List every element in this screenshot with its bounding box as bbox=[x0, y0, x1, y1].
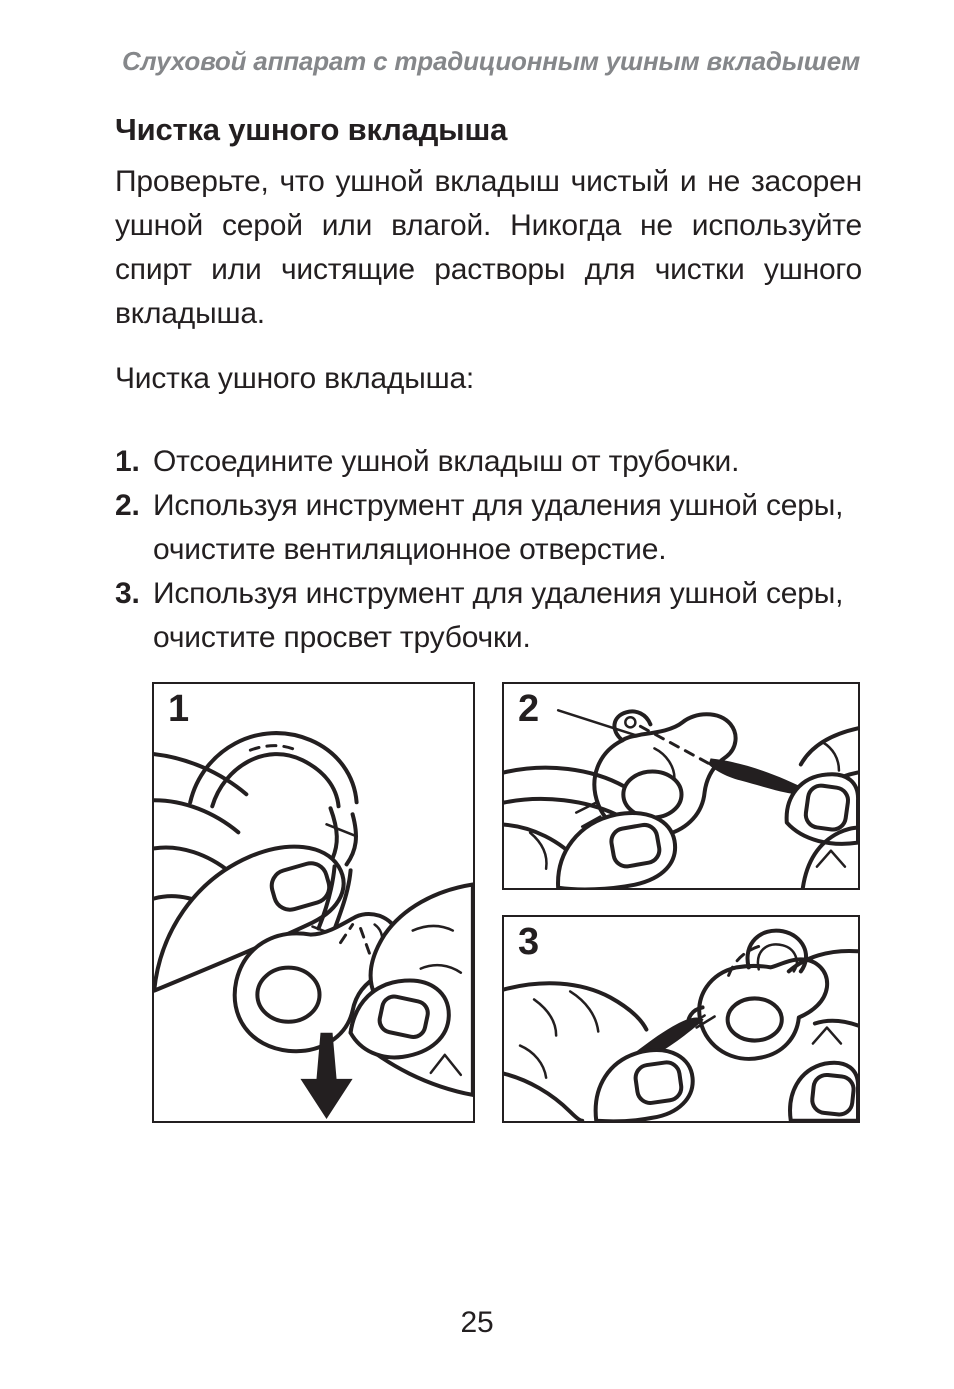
step-number: 2. bbox=[115, 489, 140, 522]
figure-1-box bbox=[152, 682, 475, 1123]
step-text: Отсоедините ушной вкладыш от трубочки. bbox=[153, 445, 740, 478]
section-heading: Чистка ушного вкладыша bbox=[115, 112, 508, 147]
thumb-nail bbox=[609, 823, 661, 869]
step-text: Используя инструмент для удаления ушной серы, очистите вентиляционное отверстие. bbox=[153, 489, 844, 566]
left-hand bbox=[504, 983, 693, 1121]
figure-2-illustration bbox=[504, 684, 858, 888]
figure-3-illustration bbox=[504, 917, 858, 1121]
thumb-nail bbox=[804, 784, 850, 831]
steps-list bbox=[115, 440, 862, 660]
figure-3-box bbox=[502, 915, 860, 1123]
wax-removal-tool bbox=[709, 758, 809, 794]
intro-paragraph: Проверьте, что ушной вкладыш чистый и не засорен ушной серой или влагой. Никогда не используйте спирт или чистящие растворы для чистки ушного вкладыша. bbox=[115, 165, 862, 330]
figure-1-label: 1 bbox=[168, 688, 190, 730]
step-item-1 bbox=[115, 440, 862, 484]
list-title: Чистка ушного вкладыша: bbox=[115, 362, 475, 395]
running-header: Слуховой аппарат с традиционным ушным вкладышем bbox=[121, 46, 860, 76]
figure-2-label: 2 bbox=[518, 688, 540, 730]
figures-row bbox=[152, 682, 860, 1123]
figure-3-label: 3 bbox=[518, 921, 540, 963]
figure-1-illustration bbox=[154, 684, 473, 1121]
step-number: 3. bbox=[115, 577, 140, 610]
step-item-2 bbox=[115, 484, 862, 572]
thumb-nail bbox=[811, 1074, 855, 1116]
bte-device bbox=[190, 733, 356, 864]
right-hand bbox=[787, 728, 858, 887]
step-number: 1. bbox=[115, 445, 140, 478]
step-item-3 bbox=[115, 572, 862, 660]
page-number: 25 bbox=[460, 1306, 494, 1339]
figure-2-box bbox=[502, 682, 860, 890]
thumb-nail bbox=[634, 1061, 683, 1105]
thumb-nail bbox=[377, 994, 430, 1039]
earmold bbox=[688, 931, 827, 1059]
step-text: Используя инструмент для удаления ушной серы, очистите просвет трубочки. bbox=[153, 577, 844, 654]
